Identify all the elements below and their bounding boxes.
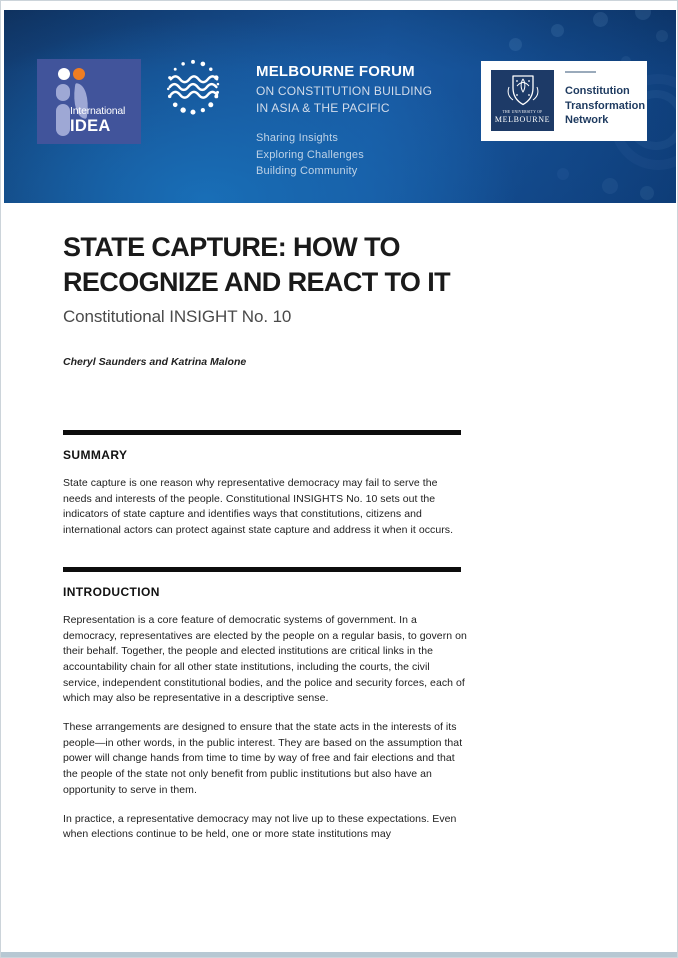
- unimelb-logo: [491, 70, 554, 131]
- authors-line: Cheryl Saunders and Katrina Malone: [63, 356, 247, 368]
- ctn-rule: [565, 71, 596, 73]
- page-title: [63, 230, 623, 300]
- forum-subtitle-2: IN ASIA & THE PACIFIC: [256, 101, 390, 115]
- section-rule: [63, 430, 461, 435]
- decorative-dot: [593, 12, 608, 27]
- idea-figure-icon: [56, 84, 70, 101]
- ctn-line-2: Transformation: [565, 99, 646, 112]
- introduction-heading: INTRODUCTION: [63, 584, 160, 599]
- idea-wordmark: [70, 105, 125, 136]
- page-subtitle: Constitutional INSIGHT No. 10: [63, 307, 292, 326]
- summary-heading: SUMMARY: [63, 448, 128, 462]
- decorative-dot: [602, 178, 618, 194]
- forum-title: MELBOURNE FORUM: [256, 63, 415, 80]
- article-body: [63, 203, 623, 843]
- decorative-dot: [509, 38, 522, 51]
- page-title-line2: RECOGNIZE AND REACT TO IT: [63, 267, 451, 297]
- forum-tagline-1: Sharing Insights: [256, 132, 339, 144]
- section-rule: [63, 567, 461, 572]
- international-idea-logo: [37, 59, 141, 144]
- header-banner: [4, 10, 676, 203]
- idea-dot-white-icon: [58, 68, 70, 80]
- constitution-transformation-network-card: [481, 61, 647, 141]
- forum-subtitle-1: ON CONSTITUTION BUILDING: [256, 83, 433, 98]
- unimelb-crest-icon: [503, 73, 543, 109]
- forum-tagline-3: Building Community: [256, 165, 358, 178]
- decorative-dot: [557, 168, 569, 180]
- decorative-dot: [551, 24, 564, 37]
- introduction-paragraph: These arrangements are designed to ensure that the state acts in the interests of its people—in other words, in the public interest. They are based on the assumption that power will change hands from time to time by way of free and fair elections and that the people of the state not only benefit from public institutions but also have an opportunity to serve in them.: [63, 721, 463, 796]
- decorative-dot: [656, 30, 668, 42]
- forum-tagline-2: Exploring Challenges: [256, 148, 364, 161]
- idea-dot-orange-icon: [73, 68, 85, 80]
- unimelb-label-small: THE UNIVERSITY OF: [502, 110, 543, 114]
- page-title-line1: STATE CAPTURE: HOW TO: [63, 232, 400, 262]
- melbourne-forum-wordmark: [256, 63, 432, 177]
- decorative-dot: [635, 10, 651, 20]
- page-bottom-strip: [1, 952, 677, 957]
- ctn-line-1: Constitution: [565, 85, 630, 97]
- idea-wordmark-line1: International: [70, 105, 126, 117]
- idea-wordmark-line2: IDEA: [70, 117, 111, 135]
- introduction-paragraph: In practice, a representative democracy may not live up to these expectations. Even when elections continue to be held, one or more state institutions may: [63, 812, 457, 841]
- ctn-line-3: Network: [565, 114, 609, 126]
- idea-figure-icon: [56, 104, 70, 136]
- summary-paragraph: State capture is one reason why representative democracy may fail to serve the needs and interests of the people. Constitutional INSIGHTS No. 10 sets out the indicators of state capture and identifies ways that constitutions, citizens and international actors can protect against state capture and address it when it occurs.: [63, 477, 454, 537]
- unimelb-label-large: MELBOURNE: [494, 114, 551, 124]
- decorative-dot: [640, 186, 654, 200]
- ctn-wordmark: [565, 71, 645, 128]
- melbourne-forum-logo-icon: [164, 58, 222, 116]
- introduction-paragraph: Representation is a core feature of democratic systems of government. In a democracy, representatives are elected by the people on a regular basis, to govern on their behalf. Together, the people and elected institutions are critical links in the accountability chain for all other state institutions, including the courts, the civil service, independent constitutional bodies, and the police and security forces, each of which may also be representative in a descriptive sense.: [63, 613, 467, 705]
